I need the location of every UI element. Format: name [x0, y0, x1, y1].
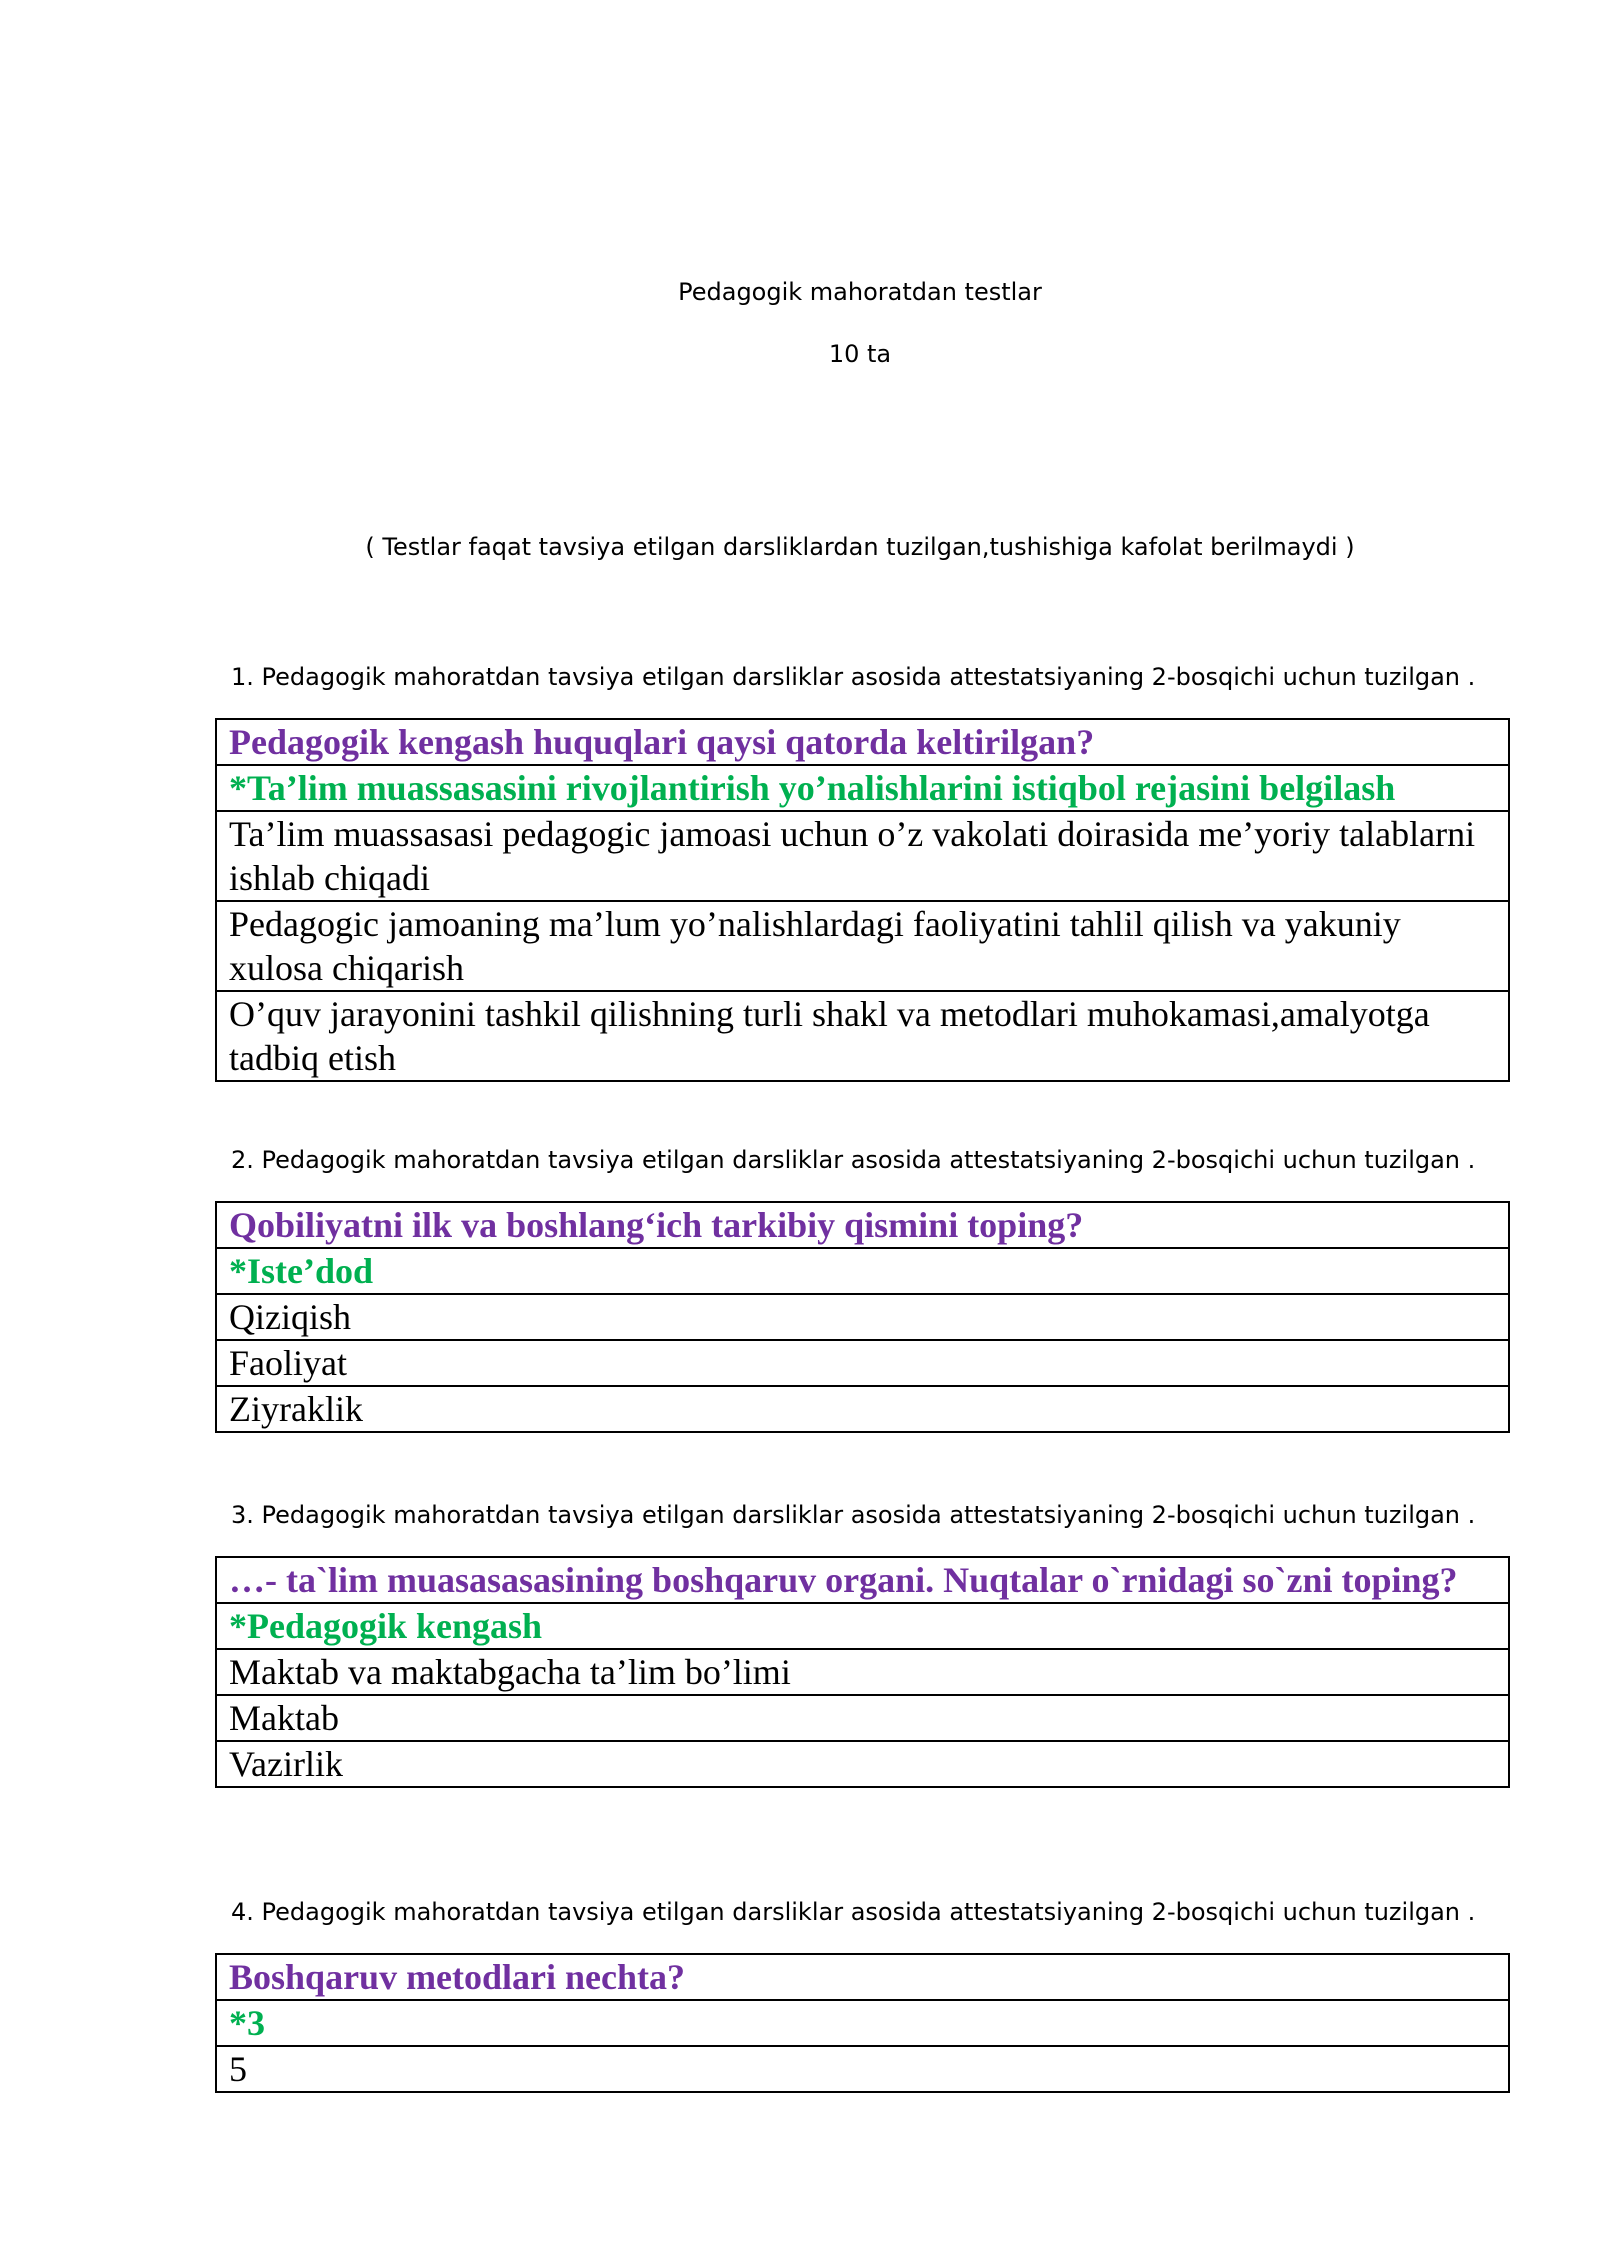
- answer-row: [216, 1695, 1509, 1741]
- answer-option: Maktab va maktabgacha ta’lim bo’limi: [216, 1649, 1509, 1695]
- answer-row: [216, 1294, 1509, 1340]
- correct-answer: *Pedagogik kengash: [216, 1603, 1509, 1649]
- question-text: Qobiliyatni ilk va boshlang‘ich tarkibiy qismini toping?: [216, 1202, 1509, 1248]
- answer-option: Ta’lim muassasasi pedagogic jamoasi uchun o’z vakolati doirasida me’yoriy talablarni ishlab chiqadi: [216, 811, 1509, 901]
- question-row: [216, 719, 1509, 765]
- answer-option: Faoliyat: [216, 1340, 1509, 1386]
- question-text: Boshqaruv metodlari nechta?: [216, 1954, 1509, 2000]
- answer-row: [216, 2046, 1509, 2092]
- answer-option: 5: [216, 2046, 1509, 2092]
- question-2-intro: 2. Pedagogik mahoratdan tavsiya etilgan darsliklar asosida attestatsiyaning 2-bosqichi uchun tuzilgan .: [231, 1146, 1476, 1174]
- answer-option: Ziyraklik: [216, 1386, 1509, 1432]
- question-1-intro: 1. Pedagogik mahoratdan tavsiya etilgan darsliklar asosida attestatsiyaning 2-bosqichi uchun tuzilgan .: [231, 663, 1476, 691]
- answer-row: [216, 811, 1509, 901]
- answer-option: Pedagogic jamoaning ma’lum yo’nalishlardagi faoliyatini tahlil qilish va yakuniy xulosa chiqarish: [216, 901, 1509, 991]
- answer-row: [216, 1248, 1509, 1294]
- question-4-table: [215, 1953, 1510, 2093]
- correct-answer: *Iste’dod: [216, 1248, 1509, 1294]
- question-text: Pedagogik kengash huquqlari qaysi qatorda keltirilgan?: [216, 719, 1509, 765]
- answer-row: [216, 765, 1509, 811]
- question-row: [216, 1202, 1509, 1248]
- answer-option: Maktab: [216, 1695, 1509, 1741]
- answer-option: O’quv jarayonini tashkil qilishning turli shakl va metodlari muhokamasi,amalyotga tadbiq etish: [216, 991, 1509, 1081]
- answer-row: [216, 1741, 1509, 1787]
- question-row: [216, 1557, 1509, 1603]
- answer-row: [216, 991, 1509, 1081]
- question-2-table: [215, 1201, 1510, 1433]
- question-3-table: [215, 1556, 1510, 1788]
- question-text: …- ta`lim muasasasasining boshqaruv organi. Nuqtalar o`rnidagi so`zni toping?: [216, 1557, 1509, 1603]
- question-row: [216, 1954, 1509, 2000]
- question-1-table: [215, 718, 1510, 1082]
- document-note: ( Testlar faqat tavsiya etilgan darsliklardan tuzilgan,tushishiga kafolat berilmaydi ): [365, 533, 1355, 561]
- answer-option: Qiziqish: [216, 1294, 1509, 1340]
- question-4-intro: 4. Pedagogik mahoratdan tavsiya etilgan darsliklar asosida attestatsiyaning 2-bosqichi uchun tuzilgan .: [231, 1898, 1476, 1926]
- answer-option: Vazirlik: [216, 1741, 1509, 1787]
- document-title: Pedagogik mahoratdan testlar: [678, 278, 1042, 306]
- correct-answer: *Ta’lim muassasasini rivojlantirish yo’nalishlarini istiqbol rejasini belgilash: [216, 765, 1509, 811]
- document-subtitle: 10 ta: [828, 340, 892, 368]
- answer-row: [216, 2000, 1509, 2046]
- answer-row: [216, 1386, 1509, 1432]
- answer-row: [216, 1603, 1509, 1649]
- answer-row: [216, 1340, 1509, 1386]
- correct-answer: *3: [216, 2000, 1509, 2046]
- question-3-intro: 3. Pedagogik mahoratdan tavsiya etilgan darsliklar asosida attestatsiyaning 2-bosqichi uchun tuzilgan .: [231, 1501, 1476, 1529]
- answer-row: [216, 901, 1509, 991]
- answer-row: [216, 1649, 1509, 1695]
